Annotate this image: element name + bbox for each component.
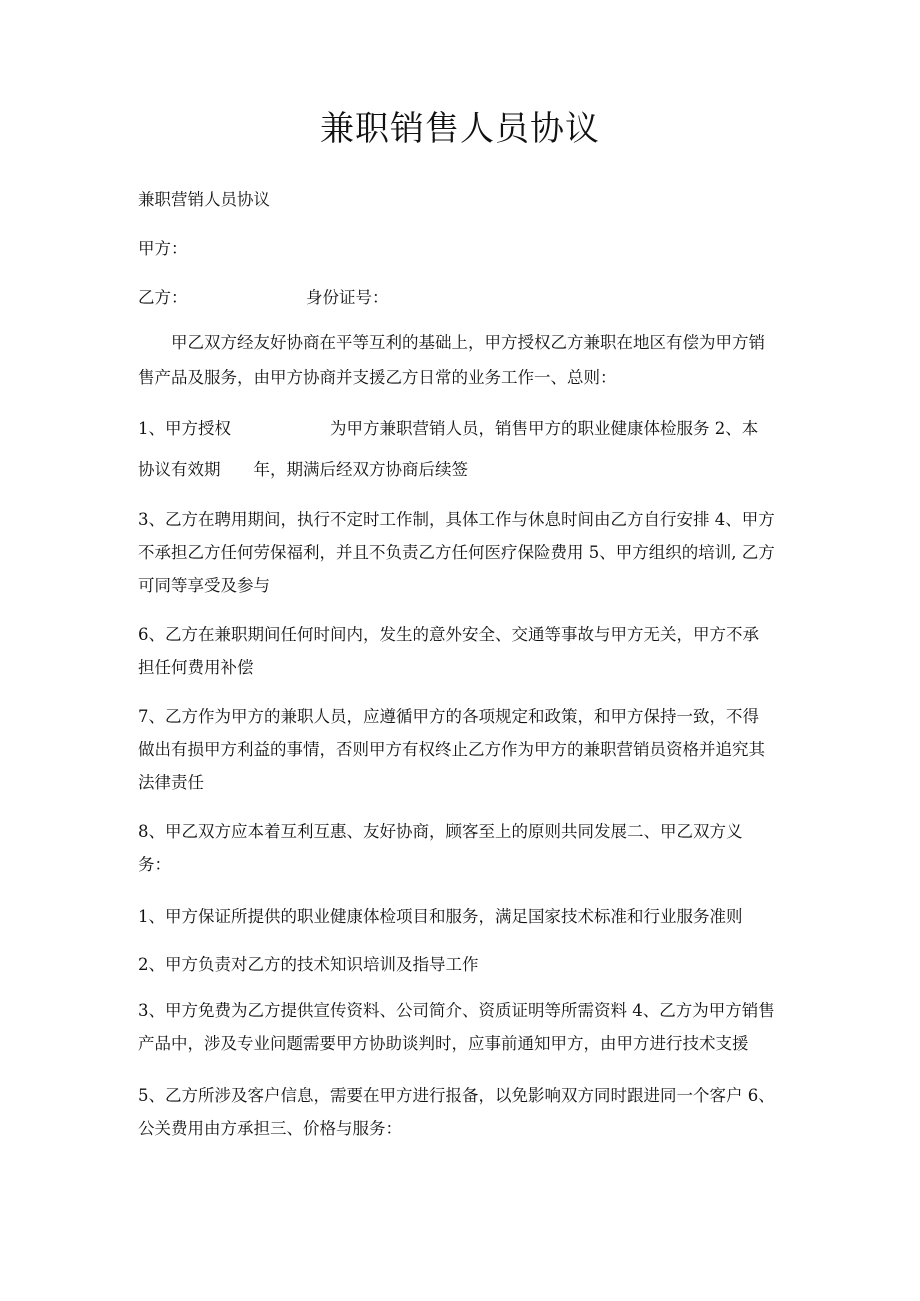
paragraph-line: 1、甲方保证所提供的职业健康体检项目和服务，满足国家技术标准和行业服务准则 — [138, 907, 743, 926]
paragraph-line: 务： — [138, 855, 171, 874]
paragraph-line: 5、乙方所涉及客户信息，需要在甲方进行报备，以免影响双方同时跟进同一个客户 6、 — [138, 1086, 775, 1105]
document-subtitle: 兼职营销人员协议 — [138, 190, 270, 209]
paragraph-line: 8、甲乙双方应本着互利互惠、友好协商，顾客至上的原则共同发展二、甲乙双方义 — [138, 822, 743, 841]
paragraph-line: 3、甲方免费为乙方提供宣传资料、公司简介、资质证明等所需资料 4、乙方为甲方销售 — [138, 1001, 775, 1020]
paragraph-line: 做出有损甲方利益的事情，否则甲方有权终止乙方作为甲方的兼职营销员资格并追究其 — [138, 740, 765, 759]
document-title: 兼职销售人员协议 — [320, 109, 600, 149]
paragraph-line: 6、乙方在兼职期间任何时间内，发生的意外安全、交通等事故与甲方无关，甲方不承 — [138, 625, 759, 644]
paragraph-line: 协议有效期 年，期满后经双方协商后续签 — [138, 460, 468, 479]
paragraph-line: 7、乙方作为甲方的兼职人员，应遵循甲方的各项规定和政策，和甲方保持一致，不得 — [138, 707, 759, 726]
paragraph-line: 3、乙方在聘用期间，执行不定时工作制，具体工作与休息时间由乙方自行安排 4、甲方 — [138, 510, 775, 529]
id-number-label: 身份证号： — [306, 288, 389, 307]
paragraph-line: 不承担乙方任何劳保福利，并且不负责乙方任何医疗保险费用 5、甲方组织的培训, 乙方 — [138, 543, 775, 562]
paragraph-line: 甲乙双方经友好协商在平等互利的基础上，甲方授权乙方兼职在地区有偿为甲方销 — [138, 333, 765, 352]
paragraph-line: 1、甲方授权 为甲方兼职营销人员，销售甲方的职业健康体检服务 2、本 — [138, 419, 759, 438]
party-b-label: 乙方： — [138, 288, 188, 307]
paragraph-line: 2、甲方负责对乙方的技术知识培训及指导工作 — [138, 955, 479, 974]
party-a-label: 甲方： — [138, 239, 188, 258]
paragraph-line: 可同等享受及参与 — [138, 576, 270, 595]
paragraph-line: 担任何费用补偿 — [138, 658, 254, 677]
paragraph-line: 产品中，涉及专业问题需要甲方协助谈判时，应事前通知甲方，由甲方进行技术支援 — [138, 1034, 749, 1053]
paragraph-line: 法律责任 — [138, 773, 204, 792]
paragraph-line: 售产品及服务，由甲方协商并支援乙方日常的业务工作一、总则： — [138, 368, 617, 387]
paragraph-line: 公关费用由方承担三、价格与服务： — [138, 1119, 402, 1138]
